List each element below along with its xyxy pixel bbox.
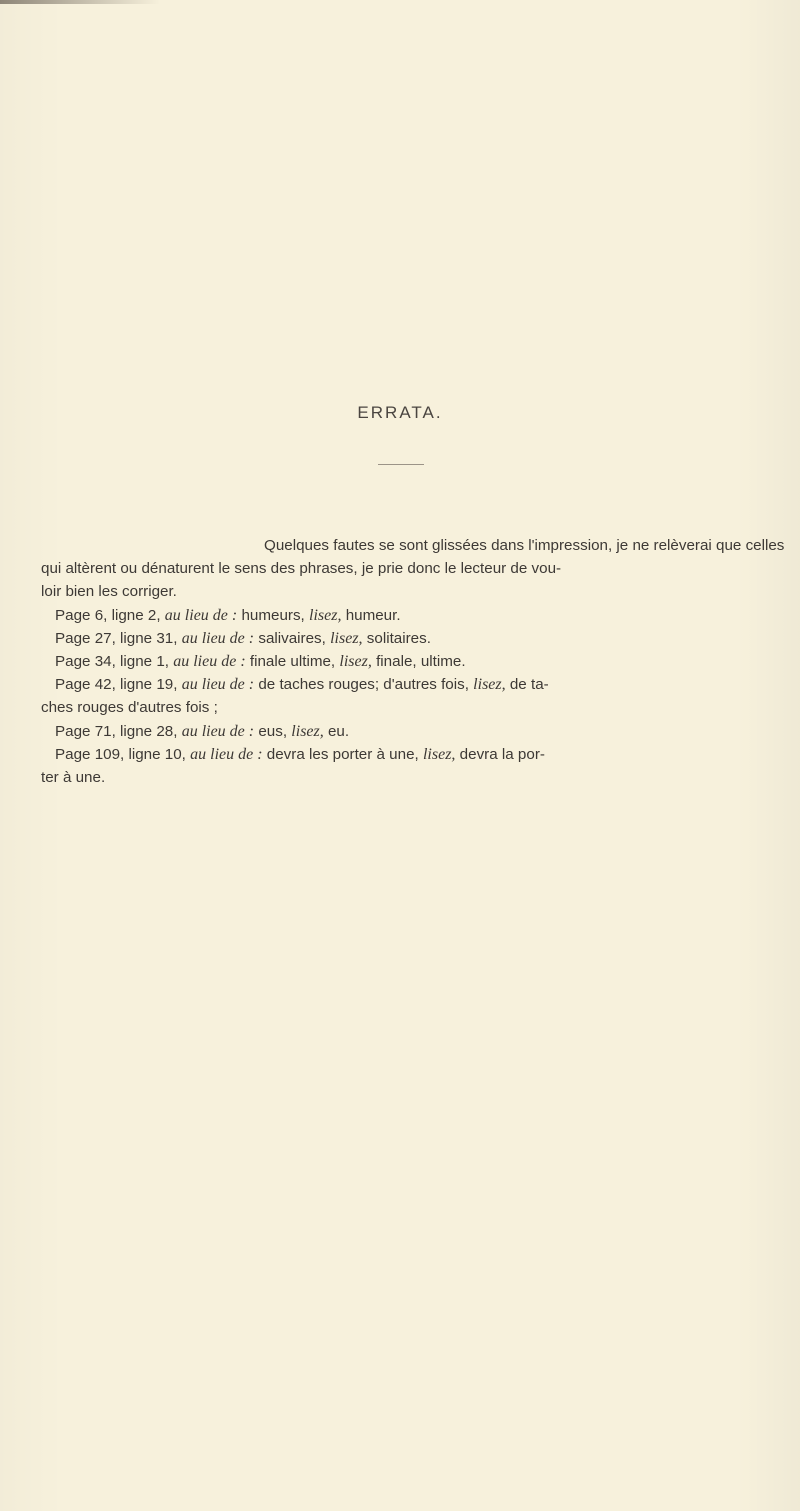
errata-entry — [41, 627, 798, 650]
errata-body — [41, 534, 798, 789]
errata-entry — [41, 673, 798, 696]
entry-ref: Page 34, ligne 1, — [55, 653, 169, 671]
entry-right: eu. — [327, 722, 350, 740]
entry-ref: Page 6, ligne 2, — [55, 606, 161, 624]
page-edge-shadow — [0, 0, 160, 4]
entry-au-lieu: au lieu de : — [164, 606, 238, 624]
entry-ref: Page 27, ligne 31, — [55, 629, 178, 647]
errata-entry — [41, 743, 798, 766]
entry-au-lieu: au lieu de : — [190, 745, 263, 763]
entry-lisez: lisez, — [339, 653, 372, 671]
entry-right: finale, ultime. — [376, 653, 466, 671]
entry-right: de ta- — [509, 676, 549, 694]
intro-line: loir bien les corriger. — [41, 583, 177, 601]
entry-lisez: lisez, — [473, 676, 506, 694]
entry-au-lieu: au lieu de : — [173, 653, 246, 671]
entry-wrong: salivaires, — [258, 629, 326, 647]
title-rule — [378, 464, 424, 465]
errata-entry — [41, 720, 798, 743]
intro-line: qui altèrent ou dénaturent le sens des phrases, je prie donc le lecteur de vou- — [41, 560, 562, 578]
entry-right: solitaires. — [366, 629, 431, 647]
entry-wrong: de taches rouges; d'autres fois, — [258, 676, 469, 694]
page-title: ERRATA. — [357, 403, 443, 422]
entry-wrong: humeurs, — [241, 606, 305, 624]
entry-right: devra la por- — [459, 745, 545, 763]
errata-entry — [41, 650, 798, 673]
entry-au-lieu: au lieu de : — [181, 629, 255, 647]
entry-right: humeur. — [345, 606, 401, 624]
entry-continuation: ches rouges d'autres fois ; — [41, 699, 218, 717]
intro-line: Quelques fautes se sont glissées dans l'impression, je ne relèverai que celles — [264, 537, 785, 554]
entry-wrong: devra les porter à une, — [266, 745, 419, 763]
entry-lisez: lisez, — [309, 606, 342, 624]
entry-ref: Page 109, ligne 10, — [55, 745, 186, 763]
entry-lisez: lisez, — [330, 629, 363, 647]
entry-wrong: finale ultime, — [249, 653, 336, 671]
entry-continuation: ter à une. — [41, 769, 106, 787]
entry-lisez: lisez, — [291, 722, 324, 740]
entry-ref: Page 71, ligne 28, — [55, 722, 178, 740]
entry-au-lieu: au lieu de : — [181, 676, 255, 694]
entry-wrong: eus, — [258, 722, 288, 740]
entry-lisez: lisez, — [422, 745, 456, 763]
entry-ref: Page 42, ligne 19, — [55, 676, 178, 694]
entry-au-lieu: au lieu de : — [181, 722, 255, 740]
errata-entry — [41, 604, 798, 627]
